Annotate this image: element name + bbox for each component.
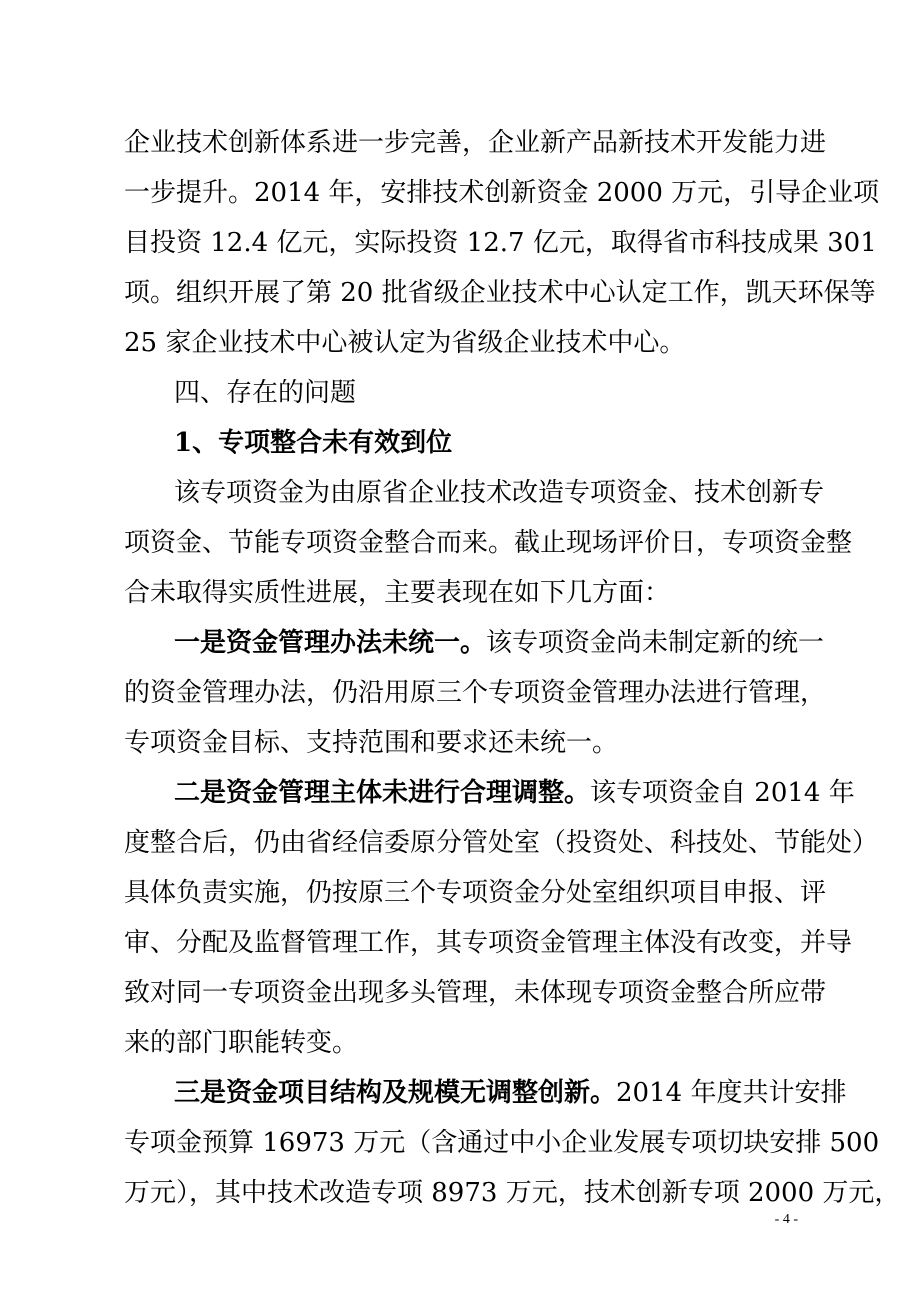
section-heading: 四、存在的问题	[174, 378, 357, 408]
body-text	[124, 118, 901, 1218]
paragraph-line: 专项资金目标、支持范围和要求还未统一。	[124, 728, 619, 758]
text-line: 25 家企业技术中心被认定为省级企业技术中心。	[124, 328, 686, 358]
paragraph-line: 合未取得实质性进展，主要表现在如下几方面：	[124, 578, 671, 608]
paragraph-line: 专项金预算 16973 万元（含通过中小企业发展专项切块安排 500	[124, 1128, 880, 1158]
point-title: 三是资金项目结构及规模无调整创新。	[174, 1078, 617, 1108]
paragraph-line: 度整合后，仍由省经信委原分管处室（投资处、科技处、节能处）	[124, 828, 879, 858]
sub-heading: 1、专项整合未有效到位	[174, 428, 453, 458]
paragraph-line: 万元），其中技术改造专项 8973 万元，技术创新专项 2000 万元，	[124, 1178, 901, 1208]
paragraph-line: 项资金、节能专项资金整合而来。截止现场评价日，专项资金整	[124, 528, 853, 558]
point-line	[124, 618, 825, 668]
paragraph-line: 致对同一专项资金出现多头管理，未体现专项资金整合所应带	[124, 978, 827, 1008]
point-text: 该专项资金尚未制定新的统一	[486, 628, 825, 658]
point-title: 二是资金管理主体未进行合理调整。	[174, 778, 591, 808]
paragraph-line: 的资金管理办法，仍沿用原三个专项资金管理办法进行管理，	[124, 678, 827, 708]
point-text: 2014 年度共计安排	[616, 1078, 847, 1108]
point-line	[124, 768, 855, 818]
point-line	[124, 1068, 847, 1118]
paragraph-line: 具体负责实施，仍按原三个专项资金分处室组织项目申报、评	[124, 878, 827, 908]
text-line: 目投资 12.4 亿元，实际投资 12.7 亿元，取得省市科技成果 301	[124, 228, 877, 258]
text-line: 企业技术创新体系进一步完善，企业新产品新技术开发能力进	[124, 128, 827, 158]
text-line: 一步提升。2014 年，安排技术创新资金 2000 万元，引导企业项	[124, 178, 880, 208]
paragraph-line: 审、分配及监督管理工作，其专项资金管理主体没有改变，并导	[124, 928, 853, 958]
point-title: 一是资金管理办法未统一。	[174, 628, 487, 658]
page-number: - 4 -	[774, 1212, 798, 1227]
paragraph-line: 该专项资金为由原省企业技术改造专项资金、技术创新专	[174, 478, 825, 508]
point-text: 该专项资金自 2014 年	[590, 778, 855, 808]
text-line: 项。组织开展了第 20 批省级企业技术中心认定工作，凯天环保等	[124, 278, 876, 308]
paragraph-line: 来的部门职能转变。	[124, 1028, 359, 1058]
